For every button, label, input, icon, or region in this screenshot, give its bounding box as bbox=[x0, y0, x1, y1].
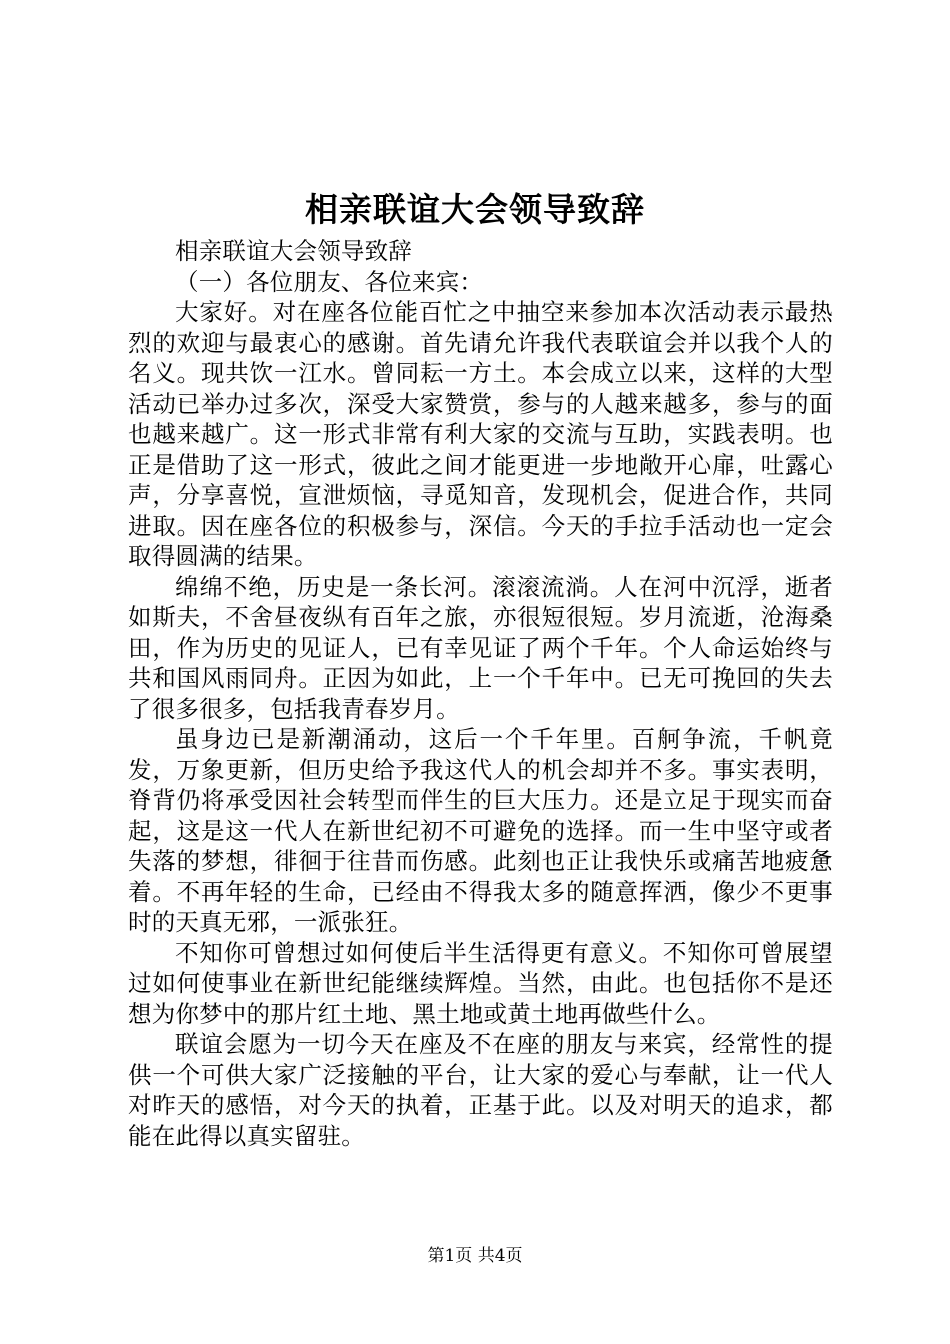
page-number-footer: 第1页 共4页 bbox=[427, 1246, 523, 1266]
document-body bbox=[128, 236, 833, 1151]
page-title: 相亲联谊大会领导致辞 bbox=[305, 190, 645, 229]
body-paragraph: 联谊会愿为一切今天在座及不在座的朋友与来宾，经常性的提供一个可供大家广泛接触的平台，让大家的爱心与奉献，让一代人对昨天的感悟，对今天的执着，正基于此。以及对明天的追求，都能在此得以真实留驻。 bbox=[128, 1030, 833, 1150]
body-paragraph: 虽身边已是新潮涌动，这后一个千年里。百舸争流，千帆竟发，万象更新，但历史给予我这代人的机会却并不多。事实表明，脊背仍将承受因社会转型而伴生的巨大压力。还是立足于现实而奋起，这是这一代人在新世纪初不可避免的选择。而一生中坚守或者失落的梦想，徘徊于往昔而伤感。此刻也正让我快乐或痛苦地疲惫着。不再年轻的生命，已经由不得我太多的随意挥洒，像少不更事时的天真无邪，一派张狂。 bbox=[128, 725, 833, 936]
subtitle-paragraph: 相亲联谊大会领导致辞 bbox=[175, 237, 412, 265]
body-paragraph: 不知你可曾想过如何使后半生活得更有意义。不知你可曾展望过如何使事业在新世纪能继续辉煌。当然，由此。也包括你不是还想为你梦中的那片红土地、黑土地或黄土地再做些什么。 bbox=[128, 938, 833, 1028]
salutation-paragraph: （一）各位朋友、各位来宾： bbox=[175, 267, 484, 296]
body-paragraph: 大家好。对在座各位能百忙之中抽空来参加本次活动表示最热烈的欢迎与最衷心的感谢。首先请允许我代表联谊会并以我个人的名义。现共饮一江水。曾同耘一方土。本会成立以来，这样的大型活动已举办过多次，深受大家赞赏，参与的人越来越多，参与的面也越来越广。这一形式非常有利大家的交流与互助，实践表明。也正是借助了这一形式，彼此之间才能更进一步地敞开心扉，吐露心声，分享喜悦，宣泄烦恼，寻觅知音，发现机会，促进合作，共同进取。因在座各位的积极参与，深信。今天的手拉手活动也一定会取得圆满的结果。 bbox=[128, 298, 833, 570]
body-paragraph: 绵绵不绝，历史是一条长河。滚滚流淌。人在河中沉浮，逝者如斯夫，不舍昼夜纵有百年之旅，亦很短很短。岁月流逝，沧海桑田，作为历史的见证人，已有幸见证了两个千年。个人命运始终与共和国风雨同舟。正因为如此，上一个千年中。已无可挽回的失去了很多很多，包括我青春岁月。 bbox=[128, 572, 833, 723]
